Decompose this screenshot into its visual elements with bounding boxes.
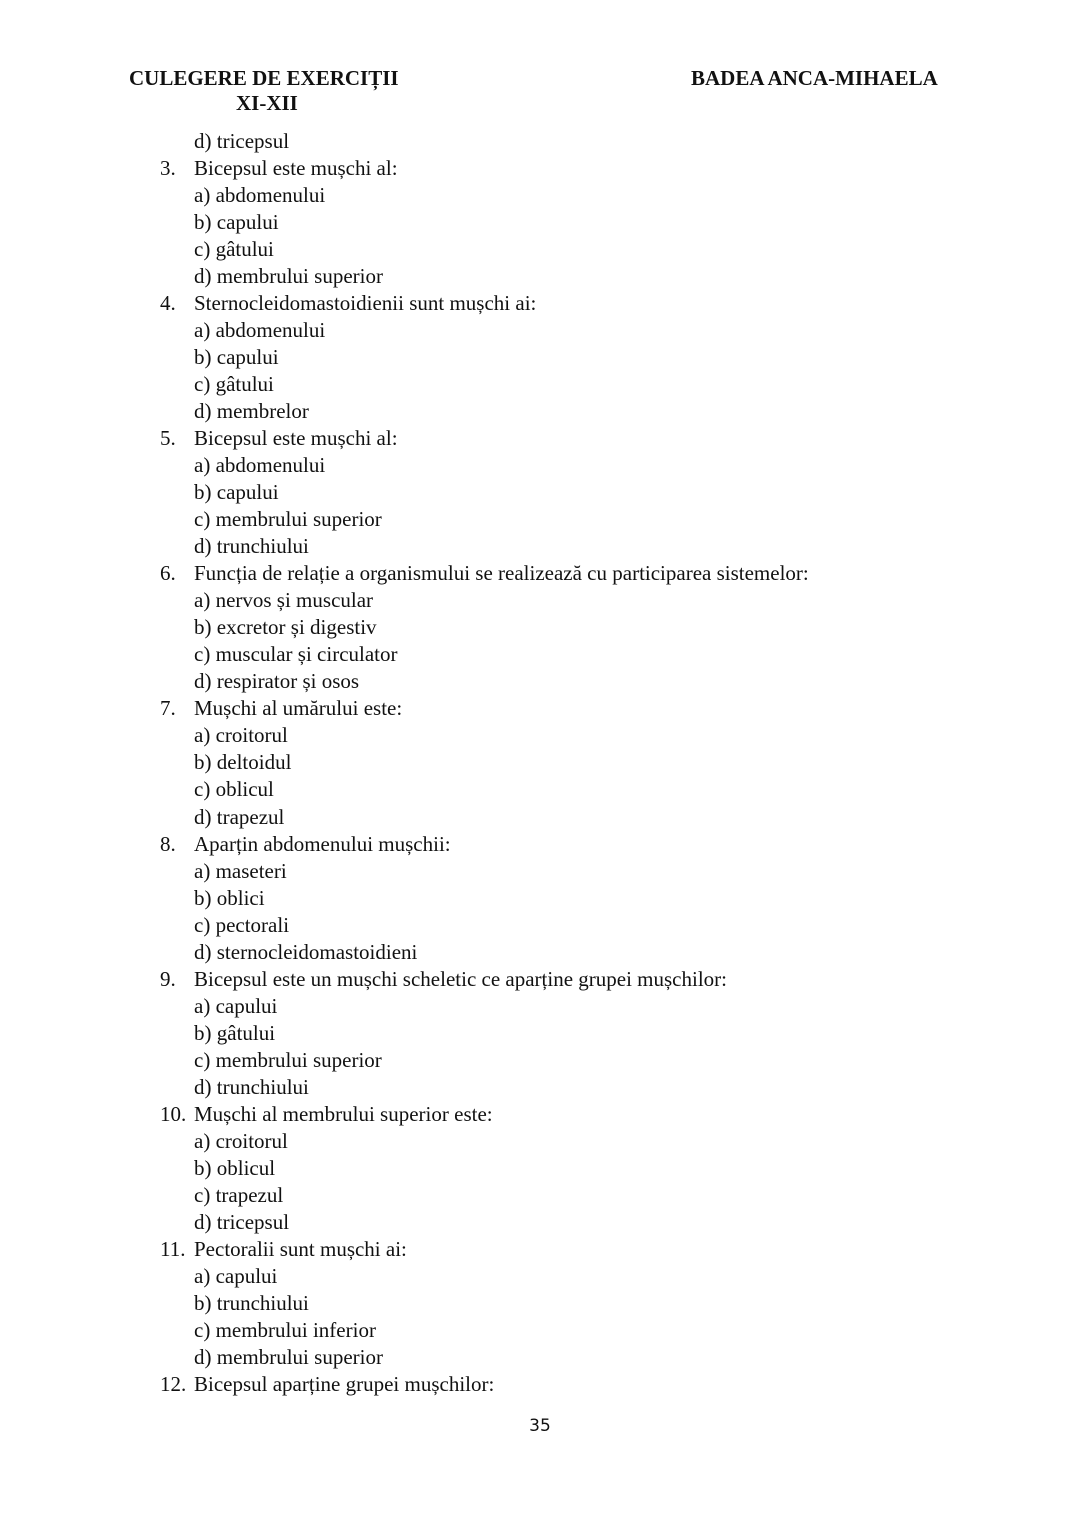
question-number: 11. xyxy=(160,1236,186,1261)
page-number: 35 xyxy=(529,1416,551,1436)
answer-option: a) capului xyxy=(194,1263,278,1288)
question-text: Mușchi al umărului este: xyxy=(194,696,403,721)
answer-option: d) respirator și osos xyxy=(194,669,360,694)
answer-option: b) oblici xyxy=(194,885,265,910)
question-number: 8. xyxy=(160,831,176,856)
answer-option: c) gâtului xyxy=(194,372,274,397)
answer-option: b) oblicul xyxy=(194,1155,276,1180)
answer-option: d) membrelor xyxy=(194,399,309,424)
answer-option: c) trapezul xyxy=(194,1182,284,1207)
question-text: Aparțin abdomenului mușchii: xyxy=(194,831,451,856)
answer-option: a) croitorul xyxy=(194,723,288,748)
answer-option: b) excretor și digestiv xyxy=(194,615,377,640)
question-text: Mușchi al membrului superior este: xyxy=(194,1101,493,1126)
answer-option: d) trunchiului xyxy=(194,1074,309,1099)
answer-option: d) sternocleidomastoidieni xyxy=(194,939,418,964)
question-text: Bicepsul este mușchi al: xyxy=(194,156,398,181)
answer-option: a) abdomenului xyxy=(194,183,326,208)
answer-option: b) capului xyxy=(194,210,279,235)
answer-option: b) capului xyxy=(194,345,279,370)
question-number: 7. xyxy=(160,696,176,721)
question-text: Bicepsul este mușchi al: xyxy=(194,426,398,451)
answer-option: c) membrului superior xyxy=(194,507,382,532)
answer-option: a) maseteri xyxy=(194,858,287,883)
answer-option: d) tricepsul xyxy=(194,129,290,153)
answer-option: c) membrului inferior xyxy=(194,1317,376,1342)
answer-option: b) trunchiului xyxy=(194,1290,309,1315)
answer-option: c) oblicul xyxy=(194,777,274,802)
question-number: 10. xyxy=(160,1101,187,1126)
answer-option: d) tricepsul xyxy=(194,1209,290,1234)
answer-option: b) capului xyxy=(194,480,279,505)
answer-option: d) trapezul xyxy=(194,804,285,829)
question-text: Sternocleidomastoidienii sunt mușchi ai: xyxy=(194,291,537,316)
header-author: BADEA ANCA-MIHAELA xyxy=(691,66,938,90)
answer-option: c) membrului superior xyxy=(194,1047,382,1072)
answer-option: a) abdomenului xyxy=(194,453,326,478)
question-number: 4. xyxy=(160,291,176,316)
header-title: CULEGERE DE EXERCIȚII xyxy=(129,66,399,90)
question-number: 5. xyxy=(160,426,176,451)
question-text: Bicepsul este un mușchi scheletic ce aparține grupei mușchilor: xyxy=(194,966,727,991)
answer-option: d) membrului superior xyxy=(194,1344,383,1369)
question-number: 9. xyxy=(160,966,176,991)
question-number: 6. xyxy=(160,561,176,586)
question-number: 3. xyxy=(160,156,176,181)
answer-option: a) capului xyxy=(194,993,278,1018)
question-number: 12. xyxy=(160,1371,187,1396)
header-subtitle: XI-XII xyxy=(236,91,298,115)
question-text: Pectoralii sunt mușchi ai: xyxy=(194,1236,407,1261)
answer-option: a) nervos și muscular xyxy=(194,588,374,613)
answer-option: b) gâtului xyxy=(194,1020,276,1045)
answer-option: a) croitorul xyxy=(194,1128,288,1153)
answer-option: d) membrului superior xyxy=(194,264,383,289)
answer-option: c) pectorali xyxy=(194,912,290,937)
answer-option: c) muscular și circulator xyxy=(194,642,398,667)
answer-option: d) trunchiului xyxy=(194,534,309,559)
question-text: Funcția de relație a organismului se realizează cu participarea sistemelor: xyxy=(194,561,809,586)
answer-option: a) abdomenului xyxy=(194,318,326,343)
answer-option: b) deltoidul xyxy=(194,750,292,775)
question-text: Bicepsul aparține grupei mușchilor: xyxy=(194,1371,495,1396)
answer-option: c) gâtului xyxy=(194,237,274,262)
